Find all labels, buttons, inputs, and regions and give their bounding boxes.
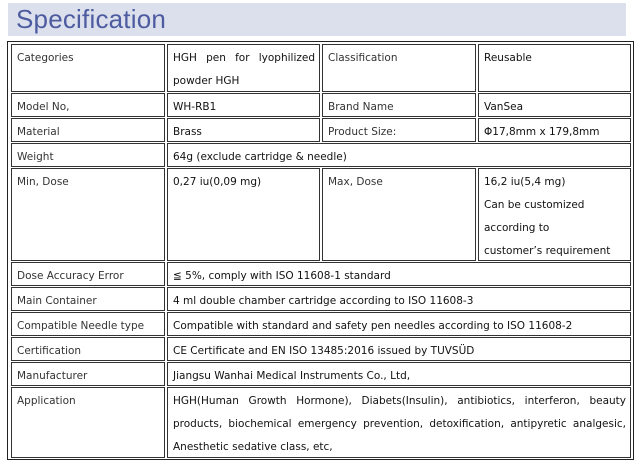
needle-value: Compatible with standard and safety pen needles according to ISO 11608-2 [167,312,631,336]
classification-label: Classification [322,44,476,92]
min-dose-value: 0,27 iu(0,09 mg) [167,168,320,261]
model-value: WH-RB1 [167,93,320,117]
certification-value: CE Certificate and EN ISO 13485:2016 issued by TUVSÜD [167,337,631,361]
max-dose-label: Max, Dose [322,168,476,261]
container-value: 4 ml double chamber cartridge according to ISO 11608-3 [167,287,631,311]
material-value: Brass [167,118,320,142]
model-label: Model No, [11,93,165,117]
max-dose-line: 16,2 iu(5,4 mg) [484,176,566,188]
classification-value: Reusable [478,44,631,92]
max-dose-value [478,168,631,261]
product-size-value: Φ17,8mm x 179,8mm [478,118,631,142]
min-dose-label: Min, Dose [11,168,165,261]
page-title: Specification [16,4,167,34]
certification-label: Certification [11,337,165,361]
accuracy-value: ≦ 5%, comply with ISO 11608-1 standard [167,262,631,286]
accuracy-label: Dose Accuracy Error [11,262,165,286]
title-bar [8,3,626,36]
brand-label: Brand Name [322,93,476,117]
max-dose-line: Can be customized [484,199,585,211]
weight-value: 64g (exclude cartridge & needle) [167,143,631,167]
container-label: Main Container [11,287,165,311]
material-label: Material [11,118,165,142]
brand-value: VanSea [478,93,631,117]
weight-label: Weight [11,143,165,167]
categories-label: Categories [11,44,165,92]
product-size-label: Product Size: [322,118,476,142]
manufacturer-value: Jiangsu Wanhai Medical Instruments Co., Ltd, [167,362,631,386]
application-label: Application [11,387,165,458]
max-dose-line: according to [484,222,550,234]
needle-label: Compatible Needle type [11,312,165,336]
application-value: HGH(Human Growth Hormone), Diabets(Insulin), antibiotics, interferon, beauty products, biochemical emergency prevention, detoxification, antipyretic analgesic, Anesthetic sedative class, etc, [167,387,631,458]
categories-value: HGH pen for lyophilized powder HGH [167,44,320,92]
manufacturer-label: Manufacturer [11,362,165,386]
max-dose-line: customer’s requirement [484,245,611,257]
